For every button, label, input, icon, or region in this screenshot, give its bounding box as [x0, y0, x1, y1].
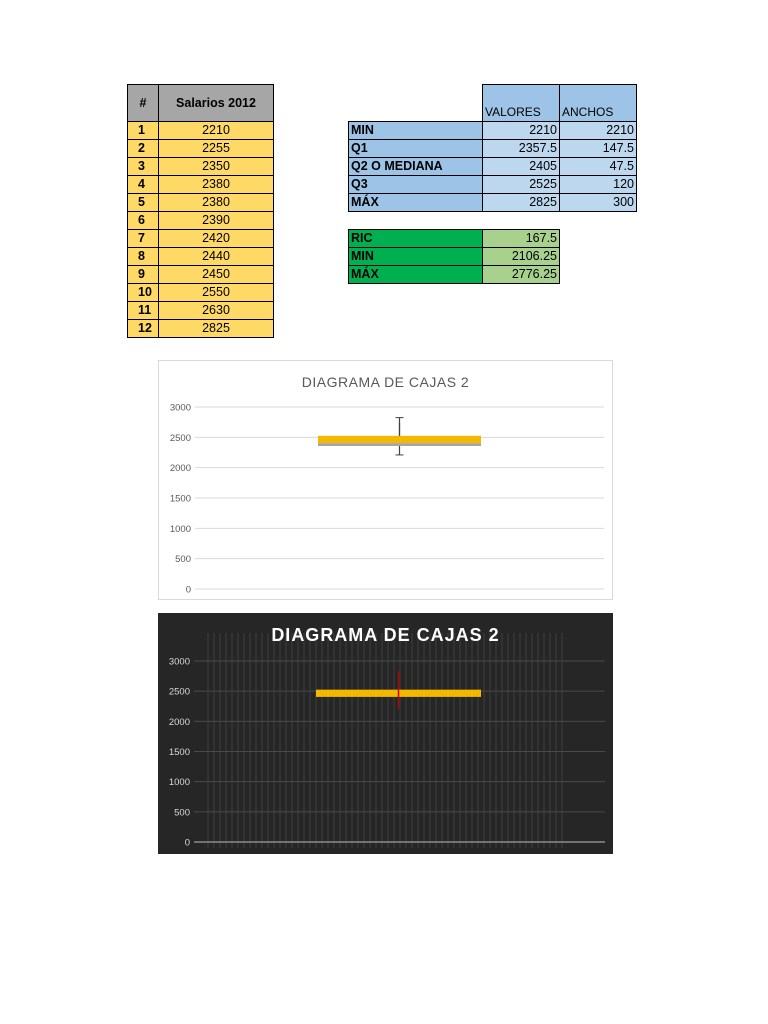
row-salary: 2420 [159, 230, 274, 248]
table-row [349, 194, 637, 212]
row-salary: 2630 [159, 302, 274, 320]
row-index: 5 [128, 194, 159, 212]
row-index: 8 [128, 248, 159, 266]
table-row [128, 320, 274, 338]
row-salary: 2380 [159, 176, 274, 194]
stat-anchos: 147.5 [560, 140, 637, 158]
table-row [349, 176, 637, 194]
ric-table [348, 229, 560, 284]
header-anchos: ANCHOS [560, 85, 637, 122]
box-chart-dark[interactable] [158, 613, 613, 854]
y-tick-label: 2000 [168, 716, 190, 728]
stat-valores: 2357.5 [483, 140, 560, 158]
header-valores: VALORES [483, 85, 560, 122]
stat-label: Q3 [349, 176, 483, 194]
row-index: 7 [128, 230, 159, 248]
row-index: 1 [128, 122, 159, 140]
ric-value: 167.5 [483, 230, 560, 248]
table-row [128, 140, 274, 158]
row-index: 6 [128, 212, 159, 230]
background-texture [208, 633, 562, 848]
table-row [128, 158, 274, 176]
y-tick-label: 3000 [168, 656, 190, 668]
table-row [349, 248, 560, 266]
row-salary: 2825 [159, 320, 274, 338]
table-row [128, 302, 274, 320]
table-row [128, 230, 274, 248]
stat-valores: 2825 [483, 194, 560, 212]
box-chart-light-svg [159, 361, 612, 599]
chart-title: DIAGRAMA DE CAJAS 2 [271, 625, 500, 645]
table-row [128, 212, 274, 230]
row-index: 9 [128, 266, 159, 284]
stat-anchos: 2210 [560, 122, 637, 140]
header-salarios: Salarios 2012 [159, 85, 274, 122]
row-index: 10 [128, 284, 159, 302]
y-tick-label: 0 [184, 837, 190, 849]
table-row [128, 194, 274, 212]
table-row [349, 158, 637, 176]
stat-label: MIN [349, 122, 483, 140]
box-upper [318, 436, 481, 443]
table-row [349, 266, 560, 284]
row-salary: 2550 [159, 284, 274, 302]
chart-title: DIAGRAMA DE CAJAS 2 [301, 374, 470, 390]
table-row [349, 122, 637, 140]
row-index: 12 [128, 320, 159, 338]
y-tick-label: 2500 [169, 432, 191, 444]
y-tick-label: 3000 [169, 402, 191, 414]
stat-valores: 2405 [483, 158, 560, 176]
table-row [128, 266, 274, 284]
y-tick-label: 500 [175, 554, 191, 566]
row-salary: 2440 [159, 248, 274, 266]
row-index: 3 [128, 158, 159, 176]
row-index: 2 [128, 140, 159, 158]
y-tick-label: 2000 [169, 463, 191, 475]
row-salary: 2390 [159, 212, 274, 230]
box-lower [318, 443, 481, 446]
stat-valores: 2525 [483, 176, 560, 194]
stat-anchos: 300 [560, 194, 637, 212]
y-tick-label: 500 [174, 807, 190, 819]
row-index: 11 [128, 302, 159, 320]
stat-anchos: 120 [560, 176, 637, 194]
row-salary: 2210 [159, 122, 274, 140]
stat-anchos: 47.5 [560, 158, 637, 176]
table-row [128, 248, 274, 266]
y-tick-label: 0 [185, 584, 191, 596]
table-row [128, 176, 274, 194]
box-chart-dark-svg [158, 613, 613, 854]
y-tick-label: 2500 [168, 686, 190, 698]
salarios-table [127, 84, 274, 338]
stat-valores: 2210 [483, 122, 560, 140]
table-row [128, 122, 274, 140]
table-row [128, 284, 274, 302]
ric-value: 2106.25 [483, 248, 560, 266]
row-salary: 2255 [159, 140, 274, 158]
y-tick-label: 1500 [168, 747, 190, 758]
row-index: 4 [128, 176, 159, 194]
row-salary: 2350 [159, 158, 274, 176]
table-row [349, 230, 560, 248]
row-salary: 2380 [159, 194, 274, 212]
ric-value: 2776.25 [483, 266, 560, 284]
ric-label: MÁX [349, 266, 483, 284]
ric-label: RIC [349, 230, 483, 248]
y-tick-label: 1500 [169, 493, 191, 505]
row-salary: 2450 [159, 266, 274, 284]
y-tick-label: 1000 [168, 777, 190, 789]
header-index: # [128, 85, 159, 122]
stat-label: Q2 O MEDIANA [349, 158, 483, 176]
stats-table [348, 84, 637, 212]
stat-label: MÁX [349, 194, 483, 212]
ric-label: MIN [349, 248, 483, 266]
box-chart-light[interactable] [158, 360, 613, 600]
header-blank [349, 85, 483, 122]
y-tick-label: 1000 [169, 523, 191, 535]
table-row [349, 140, 637, 158]
stat-label: Q1 [349, 140, 483, 158]
